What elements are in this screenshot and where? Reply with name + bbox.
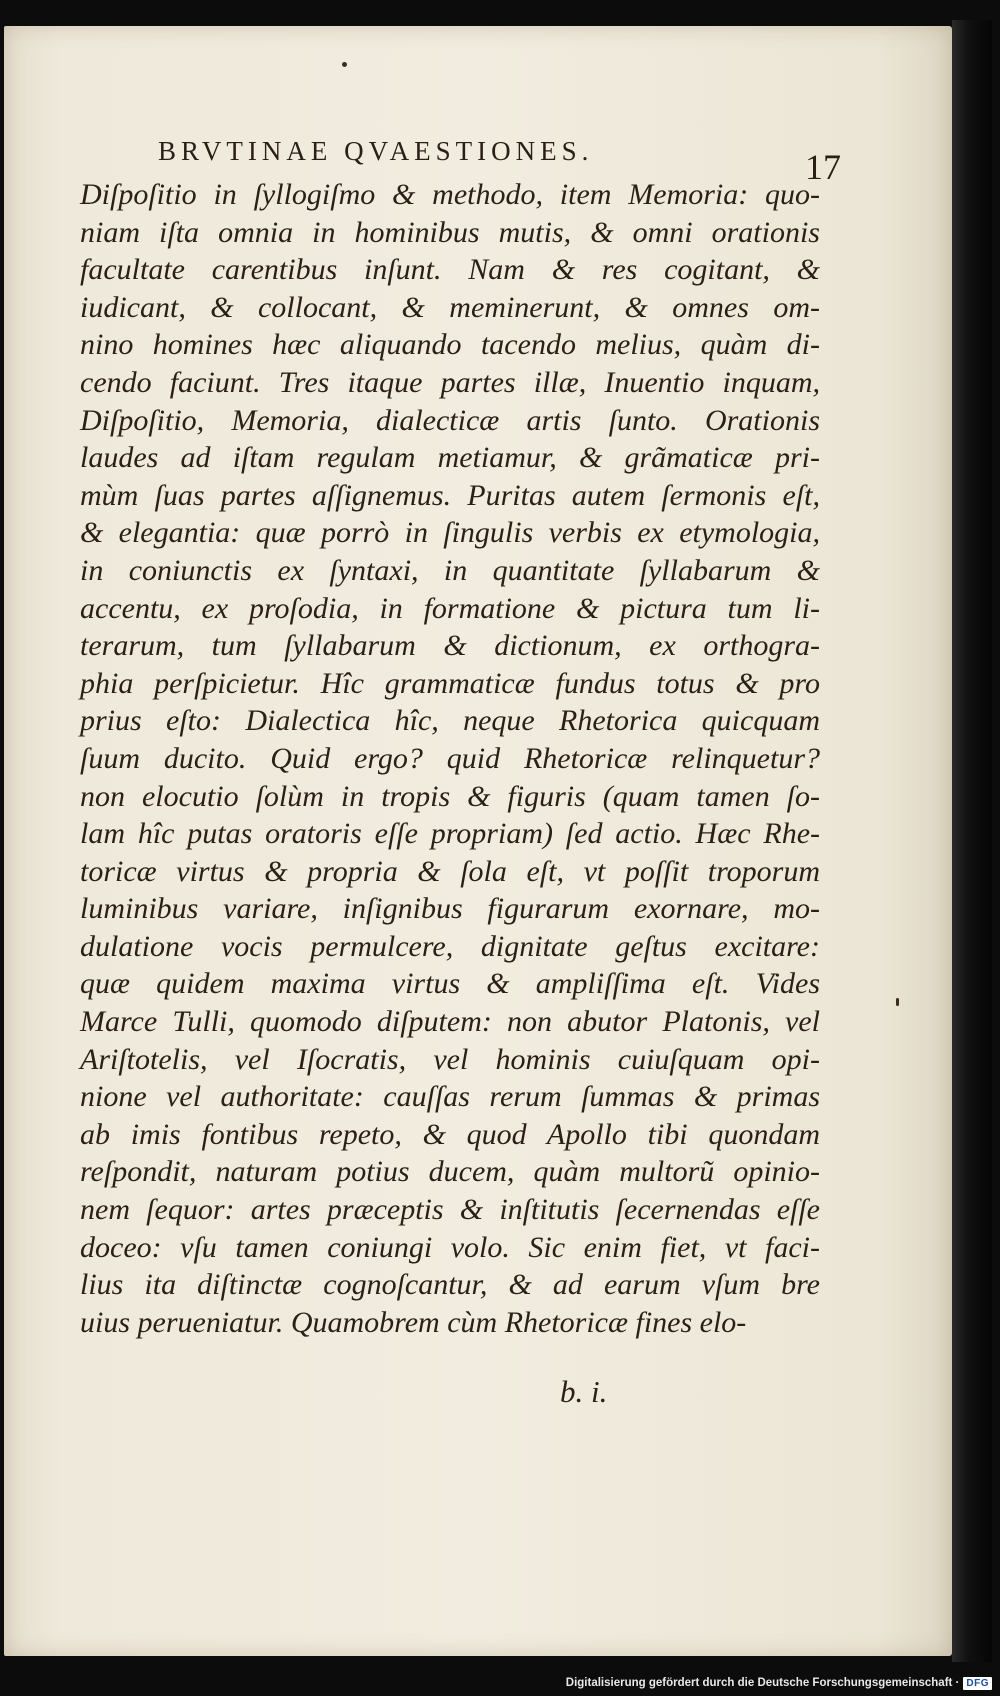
- text-line: Ariſtotelis, vel Iſocratis, vel hominis cuiuſquam opi-: [80, 1042, 820, 1076]
- text-line: in coniunctis ex ſyntaxi, in quantitate ſyllabarum &: [80, 553, 820, 587]
- text-line: mùm ſuas partes aſſignemus. Puritas autem ſermonis eſt,: [80, 478, 820, 512]
- body-text: [80, 176, 820, 1341]
- text-line: non elocutio ſolùm in tropis & figuris (quam tamen ſo-: [80, 779, 820, 813]
- text-line: Diſpoſitio in ſyllogiſmo & methodo, item Memoria: quo-: [80, 178, 820, 211]
- text-line: phia perſpicietur. Hîc grammaticæ fundus totus & pro: [80, 666, 820, 700]
- text-line: laudes ad iſtam regulam metiamur, & grãmaticæ pri-: [80, 441, 820, 475]
- text-line: doceo: vſu tamen coniungi volo. Sic enim fiet, vt faci-: [80, 1230, 820, 1264]
- text-line: Diſpoſitio, Memoria, dialecticæ artis ſunto. Orationis: [80, 403, 820, 437]
- credit-text: Digitalisierung gefördert durch die Deutsche Forschungsgemeinschaft ·: [565, 1677, 960, 1689]
- text-line: facultate carentibus inſunt. Nam & res cogitant, &: [80, 253, 820, 287]
- text-line: quæ quidem maxima virtus & ampliſſima eſt. Vides: [80, 967, 820, 1001]
- running-head: BRVTINAE QVAESTIONES.: [158, 136, 594, 166]
- text-line: cendo faciunt. Tres itaque partes illæ, Inuentio inquam,: [80, 365, 820, 399]
- text-line: ſuum ducito. Quid ergo? quid Rhetoricæ relinquetur?: [80, 741, 820, 775]
- text-line: nem ſequor: artes præceptis & inſtitutis ſecernendas eſſe: [80, 1193, 820, 1227]
- signature-mark: b. i.: [560, 1374, 608, 1409]
- folio-number: 17: [805, 147, 841, 187]
- text-line: lius ita diſtinctæ cognoſcantur, & ad earum vſum bre: [80, 1268, 820, 1302]
- dfg-logo-icon: DFG: [963, 1677, 992, 1690]
- text-line: ab imis fontibus repeto, & quod Apollo tibi quondam: [80, 1117, 820, 1151]
- ink-mark: [896, 998, 899, 1006]
- text-line: prius eſto: Dialectica hîc, neque Rhetorica quicquam: [80, 704, 820, 738]
- text-line: luminibus variare, inſignibus figurarum exornare, mo-: [80, 892, 820, 926]
- digitization-credit: [566, 1672, 992, 1694]
- text-line: niam iſta omnia in hominibus mutis, & omni orationis: [80, 215, 820, 249]
- text-line: nino homines hæc aliquando tacendo melius, quàm di-: [80, 328, 820, 362]
- text-line: iudicant, & collocant, & meminerunt, & omnes om-: [80, 290, 820, 324]
- text-line: lam hîc putas oratoris eſſe propriam) ſed actio. Hæc Rhe-: [80, 817, 820, 851]
- text-line: terarum, tum ſyllabarum & dictionum, ex orthogra-: [80, 629, 820, 663]
- text-line: dulatione vocis permulcere, dignitate geſtus excitare:: [80, 929, 820, 963]
- text-line: Marce Tulli, quomodo diſputem: non abutor Platonis, vel: [80, 1005, 820, 1039]
- text-line: nione vel authoritate: cauſſas rerum ſummas & primas: [80, 1080, 820, 1114]
- ink-dot: [342, 62, 347, 67]
- page-edge-shadow: [952, 20, 992, 1662]
- text-line: accentu, ex proſodia, in formatione & pictura tum li-: [80, 591, 820, 625]
- text-line: toricæ virtus & propria & ſola eſt, vt poſſit troporum: [80, 854, 820, 888]
- text-line: & elegantia: quæ porrò in ſingulis verbis ex etymologia,: [80, 516, 820, 550]
- text-line: uius perueniatur. Quamobrem cùm Rhetoricæ fines elo-: [80, 1305, 747, 1339]
- text-line: reſpondit, naturam potius ducem, quàm multorũ opinio-: [80, 1155, 820, 1189]
